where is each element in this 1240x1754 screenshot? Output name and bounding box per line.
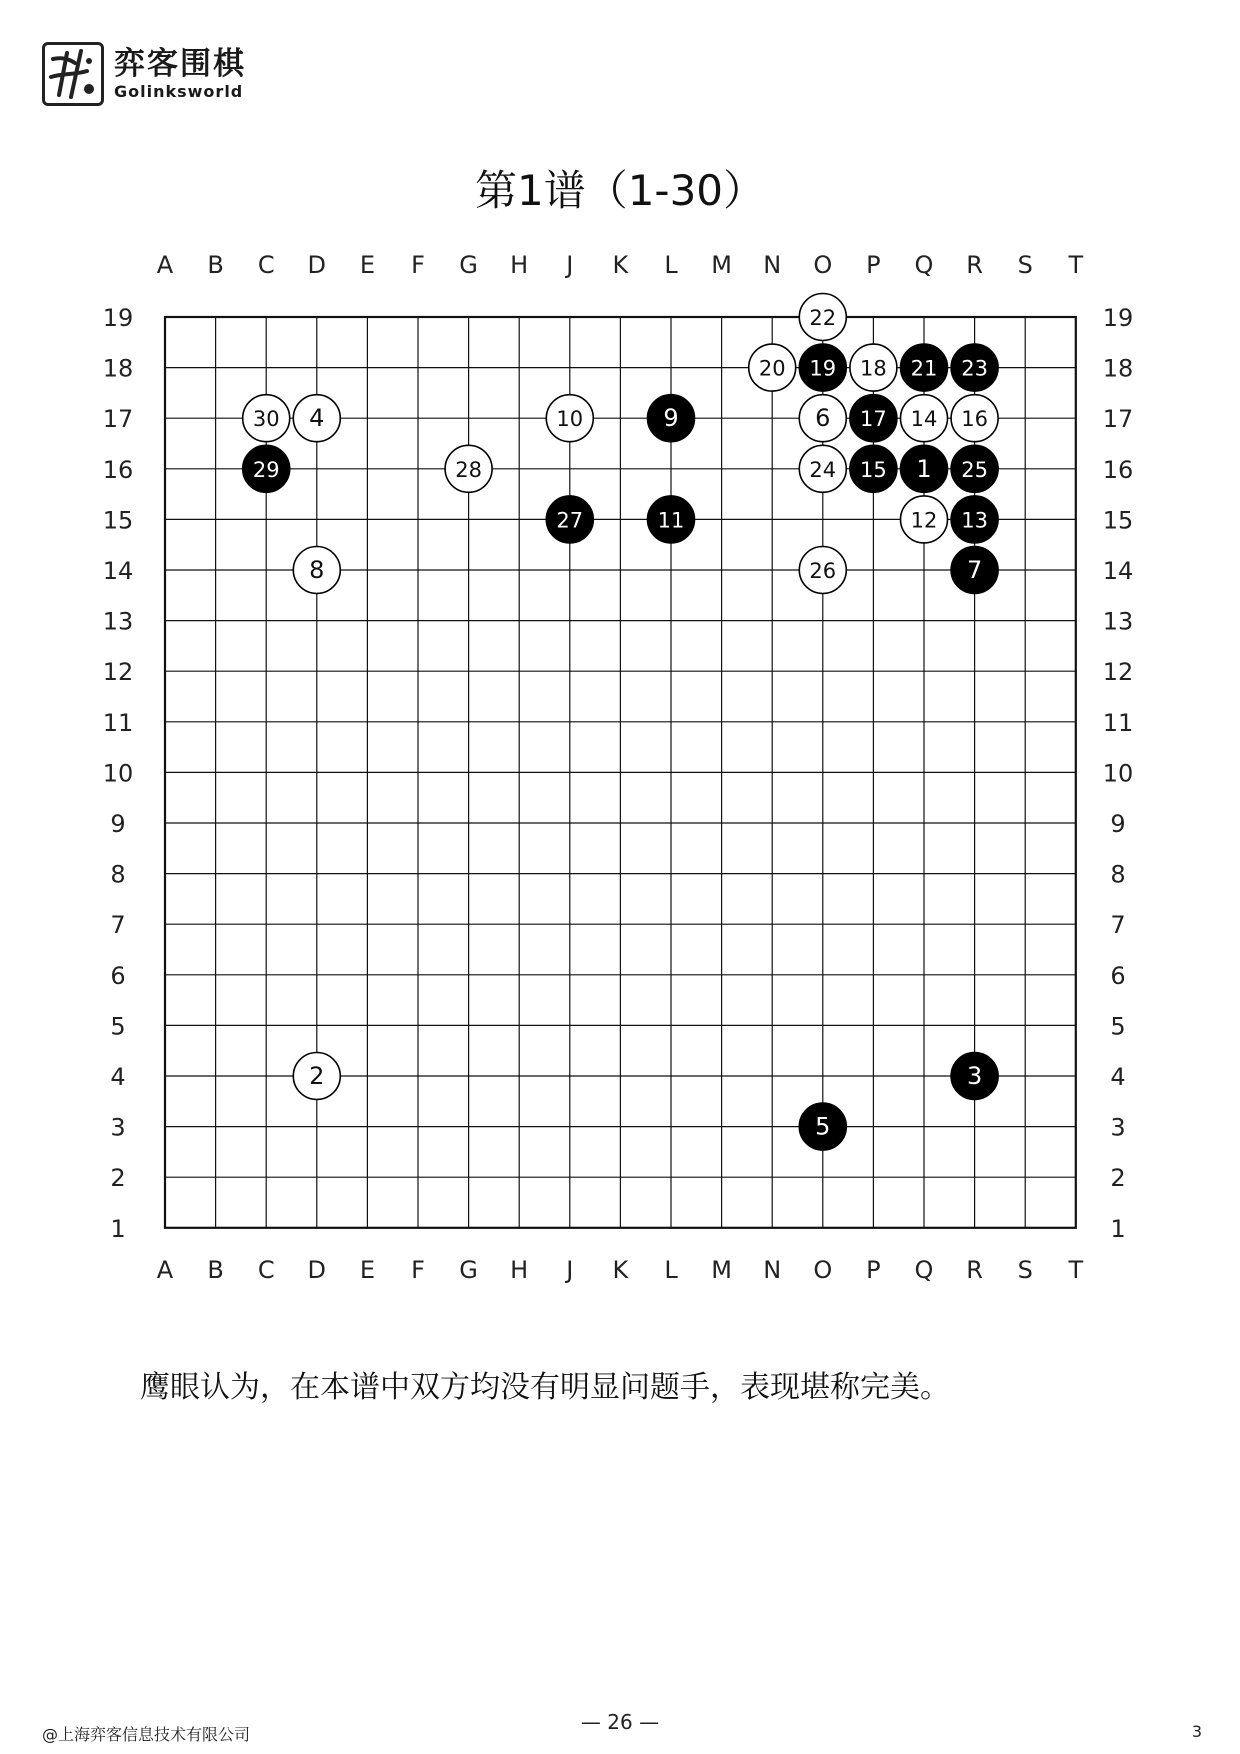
white-stone [799, 547, 846, 594]
move-number: 3 [966, 1062, 983, 1090]
white-stone [799, 294, 846, 341]
row-label: 3 [110, 1113, 126, 1142]
move-number: 20 [758, 356, 786, 381]
move-number: 30 [252, 407, 280, 432]
white-stone [293, 1053, 340, 1100]
footer-page-marker: — 26 — [580, 1710, 660, 1734]
row-label: 12 [1102, 658, 1134, 687]
row-label: 9 [110, 810, 126, 838]
move-number: 7 [966, 556, 983, 584]
row-label: 16 [102, 455, 134, 484]
row-label: 15 [1102, 506, 1134, 535]
white-stone [445, 445, 492, 492]
black-stone [799, 1103, 846, 1150]
black-stone [546, 496, 593, 543]
brand-name-cn: 弈客围棋 [114, 46, 246, 82]
row-label: 19 [102, 304, 134, 332]
column-label: F [411, 251, 425, 279]
row-label: 6 [1110, 961, 1126, 990]
column-label: T [1068, 251, 1084, 279]
move-number: 21 [910, 356, 938, 381]
black-stone [648, 395, 695, 442]
row-label: 17 [1102, 405, 1134, 434]
commentary-text: 鹰眼认为，在本谱中双方均没有明显问题手，表现堪称完美。 [140, 1370, 950, 1405]
black-stone [799, 344, 846, 391]
move-number: 1 [916, 454, 932, 483]
column-label: J [566, 251, 574, 279]
column-label: R [966, 251, 983, 279]
column-label: B [207, 1255, 224, 1284]
row-label: 10 [102, 759, 134, 788]
move-number: 13 [961, 508, 988, 533]
black-stone [850, 445, 897, 492]
row-label: 7 [1110, 911, 1126, 940]
row-label: 1 [110, 1214, 126, 1243]
row-label: 4 [110, 1063, 126, 1091]
move-number: 24 [809, 457, 837, 482]
column-label: N [763, 1255, 782, 1284]
move-number: 18 [860, 356, 887, 381]
row-label: 1 [1110, 1214, 1126, 1243]
black-stone [951, 496, 998, 543]
column-label: C [257, 1255, 275, 1284]
move-number: 27 [556, 508, 584, 533]
move-number: 19 [809, 356, 837, 381]
row-label: 12 [102, 658, 134, 687]
row-label: 5 [1110, 1012, 1126, 1041]
move-number: 6 [815, 404, 831, 433]
footer-company: @上海弈客信息技术有限公司 [42, 1725, 251, 1744]
column-label: A [156, 1255, 174, 1284]
column-label: E [359, 251, 375, 279]
white-stone [951, 395, 998, 442]
column-label: B [207, 251, 224, 279]
row-label: 8 [110, 860, 126, 889]
move-number: 14 [910, 407, 938, 432]
move-number: 25 [961, 457, 988, 482]
row-label: 9 [1110, 810, 1126, 838]
move-number: 8 [309, 556, 325, 584]
column-label: J [566, 1255, 574, 1284]
column-label: L [664, 1255, 678, 1284]
black-stone [901, 344, 948, 391]
row-label: 16 [1102, 455, 1134, 484]
row-label: 6 [110, 961, 126, 990]
column-label: Q [914, 1255, 934, 1284]
row-label: 13 [102, 607, 134, 636]
column-label: M [711, 251, 732, 279]
column-label: N [763, 251, 782, 279]
row-label: 11 [102, 708, 134, 737]
white-stone [799, 395, 846, 442]
row-label: 19 [1102, 304, 1134, 332]
move-number: 9 [663, 404, 679, 433]
column-label: T [1068, 1255, 1084, 1284]
white-stone [901, 395, 948, 442]
column-label: O [813, 251, 833, 279]
brand-name-en: Golinksworld [114, 82, 244, 101]
column-label: F [411, 1255, 425, 1284]
move-number: 11 [657, 508, 685, 533]
column-label: Q [914, 251, 934, 279]
black-stone [951, 445, 998, 492]
black-stone [850, 395, 897, 442]
row-label: 7 [110, 911, 126, 940]
column-label: S [1017, 251, 1033, 279]
column-label: S [1017, 1255, 1033, 1284]
row-label: 17 [102, 405, 134, 434]
white-stone [293, 395, 340, 442]
white-stone [799, 445, 846, 492]
row-label: 13 [1102, 607, 1134, 636]
row-label: 14 [1102, 557, 1134, 585]
black-stone [951, 547, 998, 594]
white-stone [901, 496, 948, 543]
column-label: R [966, 1255, 983, 1284]
column-label: P [866, 251, 881, 279]
row-label: 11 [1102, 708, 1134, 737]
column-label: P [866, 1255, 881, 1284]
white-stone [749, 344, 796, 391]
column-label: A [156, 251, 174, 279]
column-label: H [510, 1255, 529, 1284]
column-label: E [359, 1255, 375, 1284]
row-label: 18 [102, 354, 134, 383]
row-label: 10 [1102, 759, 1134, 788]
move-number: 15 [860, 457, 887, 482]
black-stone [951, 344, 998, 391]
column-label: C [257, 251, 275, 279]
column-label: L [664, 251, 678, 279]
move-number: 10 [556, 407, 584, 432]
column-label: O [813, 1255, 833, 1284]
move-number: 17 [860, 407, 887, 432]
footer-page-number: 3 [1191, 1722, 1202, 1741]
row-label: 2 [1110, 1164, 1126, 1193]
white-stone [243, 395, 290, 442]
row-label: 15 [102, 506, 134, 535]
move-number: 26 [809, 559, 837, 583]
row-label: 2 [110, 1164, 126, 1193]
move-number: 2 [309, 1062, 325, 1090]
column-label: G [459, 1255, 478, 1284]
row-label: 14 [102, 557, 134, 585]
black-stone [243, 445, 290, 492]
column-label: G [459, 251, 478, 279]
move-number: 22 [809, 306, 837, 330]
column-label: K [612, 251, 629, 279]
row-label: 5 [110, 1012, 126, 1041]
move-number: 16 [961, 407, 988, 432]
black-stone [901, 445, 948, 492]
move-number: 4 [309, 404, 325, 433]
row-label: 3 [1110, 1113, 1126, 1142]
move-number: 5 [815, 1112, 831, 1141]
move-number: 12 [910, 508, 938, 533]
white-stone [850, 344, 897, 391]
white-stone [293, 547, 340, 594]
move-number: 28 [455, 457, 482, 482]
column-label: H [510, 251, 529, 279]
move-number: 23 [961, 356, 988, 381]
row-label: 18 [1102, 354, 1134, 383]
row-label: 4 [1110, 1063, 1126, 1091]
column-label: D [307, 1255, 327, 1284]
column-label: K [612, 1255, 629, 1284]
white-stone [546, 395, 593, 442]
black-stone [951, 1053, 998, 1100]
column-label: D [307, 251, 327, 279]
column-label: M [711, 1255, 732, 1284]
row-label: 8 [1110, 860, 1126, 889]
move-number: 29 [252, 457, 280, 482]
black-stone [648, 496, 695, 543]
diagram-title: 第1谱（1-30） [474, 166, 766, 215]
